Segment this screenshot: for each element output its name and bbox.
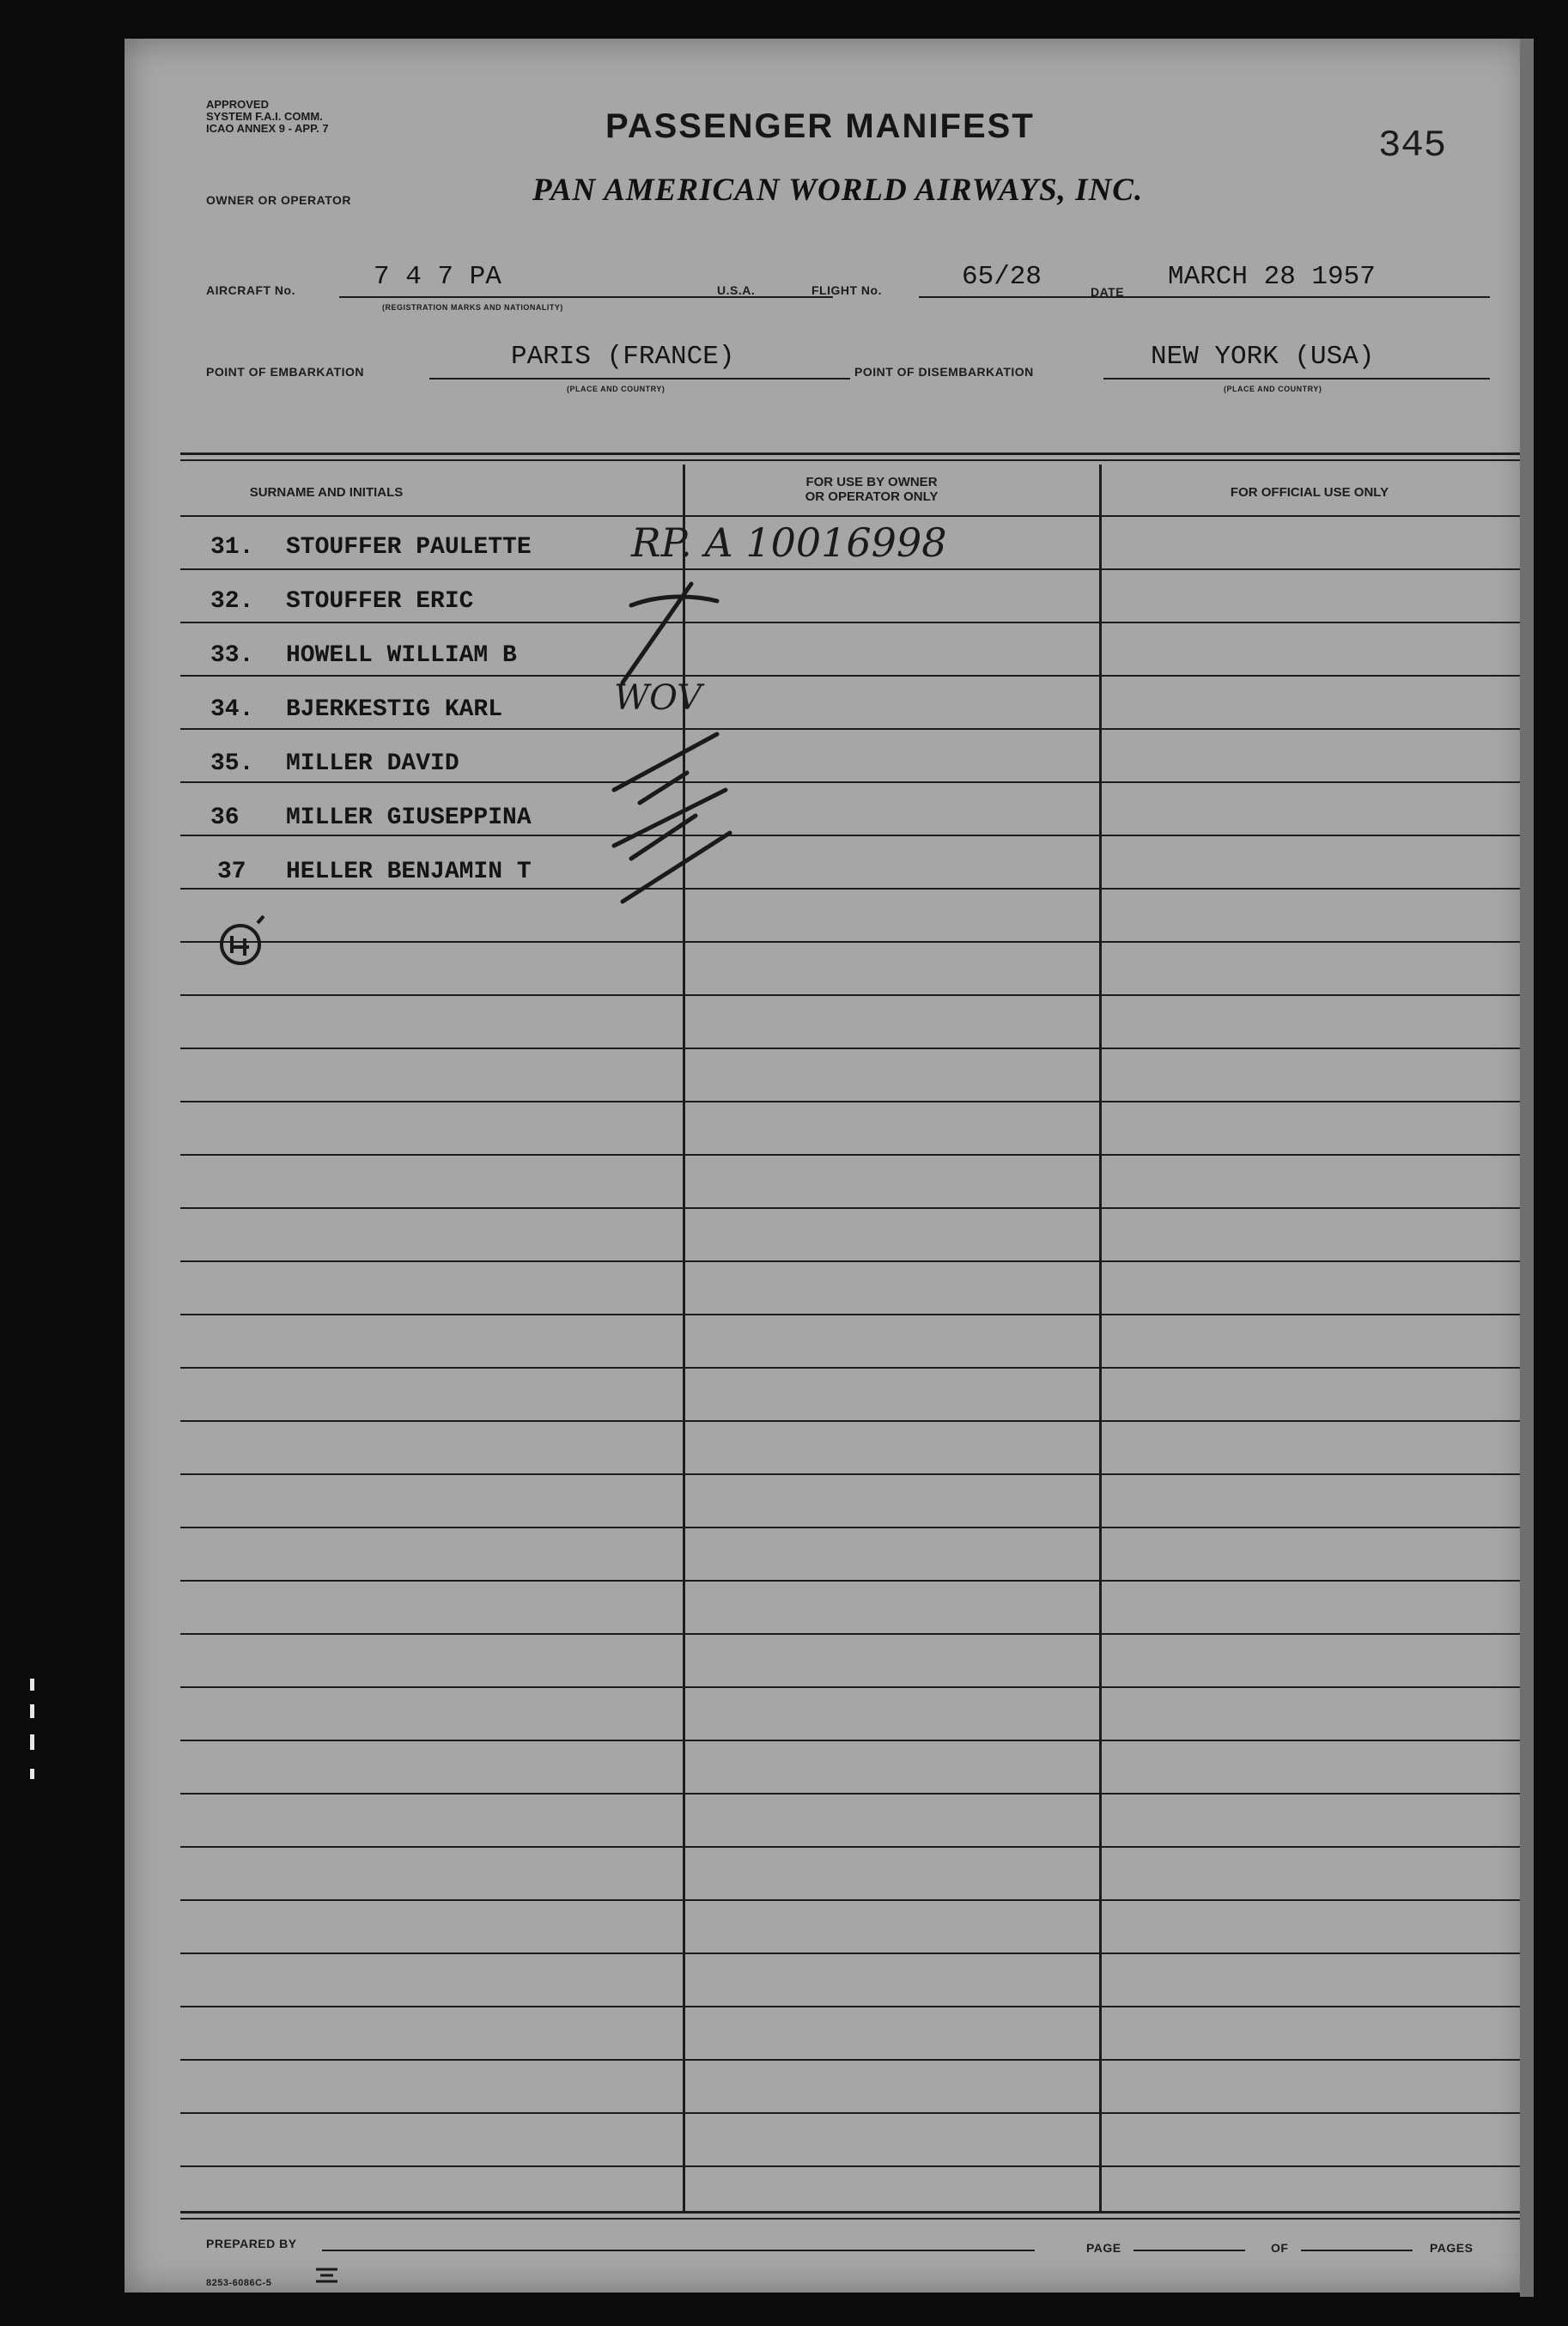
- sheet-edge: [1520, 39, 1534, 2297]
- table-row-rule: [180, 1048, 1520, 1049]
- date-value: MARCH 28 1957: [1168, 262, 1376, 292]
- table-row-rule: [180, 2165, 1520, 2167]
- table-top-rule: [180, 459, 1520, 461]
- column-header-surname: SURNAME AND INITIALS: [249, 485, 404, 500]
- table-row-rule: [180, 941, 1520, 943]
- column-divider: [1099, 465, 1102, 2211]
- embark-underline: [429, 378, 850, 380]
- table-row-rule: [180, 994, 1520, 996]
- table-row-rule: [180, 781, 1520, 783]
- approval-line: APPROVED: [206, 98, 269, 111]
- margin-tick: [30, 1679, 34, 1691]
- disembark-underline: [1103, 378, 1490, 380]
- passenger-name: HELLER BENJAMIN T: [286, 859, 532, 885]
- margin-tick: [30, 1734, 34, 1750]
- date-label: DATE: [1091, 285, 1125, 299]
- aircraft-sublabel: (REGISTRATION MARKS AND NATIONALITY): [382, 303, 563, 312]
- table-row-rule: [180, 2006, 1520, 2007]
- embark-value: PARIS (FRANCE): [511, 342, 735, 372]
- page-label: PAGE: [1086, 2241, 1121, 2255]
- circled-count-mark: [210, 906, 279, 975]
- table-row-rule: [180, 1101, 1520, 1102]
- table-row-rule: [180, 568, 1520, 570]
- passenger-name: MILLER GIUSEPPINA: [286, 805, 532, 831]
- union-bug-icon: [312, 2262, 346, 2288]
- table-row-rule: [180, 835, 1520, 836]
- date-underline: [1133, 296, 1490, 298]
- row-number: 31.: [210, 534, 254, 561]
- passenger-name: MILLER DAVID: [286, 750, 459, 777]
- table-row-rule: [180, 1740, 1520, 1741]
- ditto-stroke: [614, 790, 726, 846]
- table-row-rule: [180, 1633, 1520, 1635]
- page-number: 345: [1378, 124, 1447, 167]
- aircraft-value: 7 4 7 PA: [374, 262, 501, 292]
- flight-label: FLIGHT No.: [811, 283, 882, 297]
- prepared-by-label: PREPARED BY: [206, 2237, 297, 2250]
- disembark-sublabel: (PLACE AND COUNTRY): [1224, 385, 1322, 393]
- row-number: 34.: [210, 696, 254, 723]
- table-row-rule: [180, 1207, 1520, 1209]
- pages-label: PAGES: [1430, 2241, 1474, 2255]
- manifest-sheet: [125, 39, 1528, 2293]
- table-header-rule: [180, 515, 1520, 517]
- table-row-rule: [180, 1314, 1520, 1315]
- table-bottom-rule: [180, 2211, 1520, 2214]
- row-number: 33.: [210, 642, 254, 669]
- table-row-rule: [180, 888, 1520, 890]
- table-row-rule: [180, 1846, 1520, 1848]
- approval-line: ICAO ANNEX 9 - APP. 7: [206, 122, 329, 135]
- country-label: U.S.A.: [717, 283, 756, 297]
- row-number: 32.: [210, 588, 254, 615]
- table-row-rule: [180, 1953, 1520, 1954]
- aircraft-label: AIRCRAFT No.: [206, 283, 295, 297]
- approval-line: SYSTEM F.A.I. COMM.: [206, 110, 323, 123]
- table-row-rule: [180, 1527, 1520, 1528]
- table-row-rule: [180, 2059, 1520, 2061]
- table-row-rule: [180, 1260, 1520, 1262]
- table-row-rule: [180, 1367, 1520, 1369]
- operator-name: PAN AMERICAN WORLD AIRWAYS, INC.: [532, 173, 1144, 208]
- handwritten-check-marks: [588, 571, 760, 914]
- passenger-name: BJERKESTIG KARL: [286, 696, 503, 723]
- table-top-rule: [180, 452, 1520, 455]
- passenger-name: STOUFFER ERIC: [286, 588, 474, 615]
- aircraft-underline: [339, 296, 833, 298]
- column-header-owner: [760, 475, 983, 504]
- passenger-name: STOUFFER PAULETTE: [286, 534, 532, 561]
- handwritten-passport-note: RP. A 10016998: [631, 519, 947, 566]
- ditto-stroke: [640, 773, 687, 803]
- disembark-label: POINT OF DISEMBARKATION: [854, 365, 1034, 379]
- ditto-stroke: [631, 597, 717, 605]
- column-header-owner-line: FOR USE BY OWNER: [805, 475, 938, 489]
- table-row-rule: [180, 1154, 1520, 1156]
- row-number: 35.: [210, 750, 254, 777]
- handwritten-initials: WOV: [614, 678, 702, 718]
- passenger-name: HOWELL WILLIAM B: [286, 642, 517, 669]
- margin-tick: [30, 1704, 34, 1718]
- table-row-rule: [180, 2112, 1520, 2114]
- table-row-rule: [180, 728, 1520, 730]
- column-header-owner-line: OR OPERATOR ONLY: [805, 489, 939, 504]
- table-row-rule: [180, 1899, 1520, 1901]
- table-row-rule: [180, 1420, 1520, 1422]
- table-row-rule: [180, 1473, 1520, 1475]
- of-underline: [1301, 2250, 1413, 2251]
- prepared-by-underline: [322, 2250, 1035, 2251]
- approval-stamp: [206, 99, 329, 135]
- row-number: 37: [217, 859, 246, 885]
- page-underline: [1133, 2250, 1245, 2251]
- table-row-rule: [180, 1580, 1520, 1582]
- table-row-rule: [180, 1686, 1520, 1688]
- column-header-official: FOR OFFICIAL USE ONLY: [1230, 485, 1389, 500]
- table-row-rule: [180, 622, 1520, 623]
- ditto-stroke: [614, 734, 717, 790]
- owner-label: OWNER OR OPERATOR: [206, 193, 351, 207]
- table-row-rule: [180, 675, 1520, 677]
- margin-tick: [30, 1769, 34, 1779]
- row-number: 36: [210, 805, 240, 831]
- ditto-stroke: [623, 833, 730, 902]
- embark-sublabel: (PLACE AND COUNTRY): [567, 385, 665, 393]
- of-label: OF: [1271, 2241, 1289, 2255]
- table-row-rule: [180, 1793, 1520, 1795]
- table-bottom-rule: [180, 2218, 1520, 2220]
- form-number: 8253-6086C-5: [206, 2278, 272, 2288]
- page-title: PASSENGER MANIFEST: [605, 107, 1035, 145]
- flight-value: 65/28: [962, 262, 1042, 292]
- embark-label: POINT OF EMBARKATION: [206, 365, 364, 379]
- disembark-value: NEW YORK (USA): [1151, 342, 1375, 372]
